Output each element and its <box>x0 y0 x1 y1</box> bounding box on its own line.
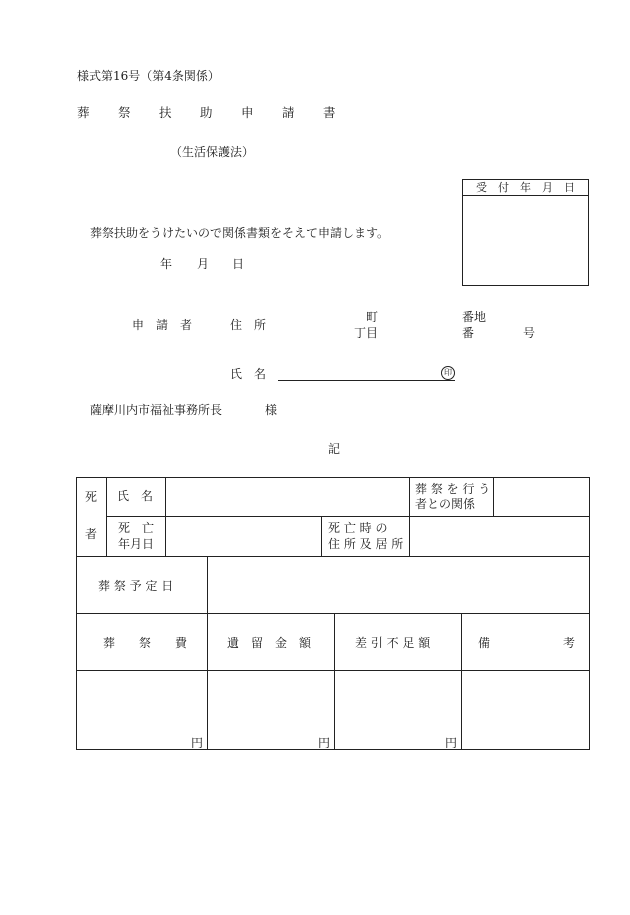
death-date-label-2: 年月日 <box>118 537 155 551</box>
funeral-date-label: 葬 祭 予 定 日 <box>98 579 174 593</box>
address-chome: 丁目 <box>354 326 379 340</box>
form-title <box>77 106 364 120</box>
name-underline[interactable] <box>278 380 455 381</box>
table-vline <box>493 477 494 516</box>
table-hline <box>76 613 590 614</box>
yen-unit: 円 <box>445 736 458 750</box>
deceased-label-2: 者 <box>85 527 98 541</box>
title-char: 扶 <box>159 105 172 120</box>
addressee: 薩摩川内市福祉事務所長 <box>90 403 223 417</box>
deceased-name-label: 氏 名 <box>117 489 154 503</box>
table-vline <box>321 516 322 556</box>
table-vline <box>461 613 462 750</box>
address-banchi: 番地 <box>462 310 487 324</box>
remarks-label: 備 <box>478 636 491 650</box>
relation-label-1: 葬 祭 を 行 う <box>415 482 491 496</box>
title-char: 請 <box>282 105 295 120</box>
address-ban: 番 <box>462 326 475 340</box>
table-vline <box>165 477 166 556</box>
shortfall-label: 差 引 不 足 額 <box>355 636 431 650</box>
table-hline <box>76 556 590 557</box>
application-statement: 葬祭扶助をうけたいので関係書類をそえて申請します。 <box>90 226 390 240</box>
title-char: 祭 <box>118 105 131 120</box>
relation-label-2: 者との関係 <box>415 497 476 511</box>
death-date-field[interactable] <box>167 518 319 554</box>
deceased-label-1: 死 <box>85 490 98 504</box>
address-cho: 町 <box>366 310 379 324</box>
address-label: 住 所 <box>230 318 267 332</box>
address-at-death-label-2: 住 所 及 居 所 <box>328 537 404 551</box>
address-at-death-field[interactable] <box>411 518 588 554</box>
remarks-field[interactable] <box>463 672 588 748</box>
title-char: 申 <box>241 105 254 120</box>
table-vline <box>409 477 410 516</box>
yen-unit: 円 <box>191 736 204 750</box>
yen-unit: 円 <box>318 736 331 750</box>
honorific: 様 <box>265 403 278 417</box>
estate-amount-field[interactable] <box>209 672 332 748</box>
title-char: 葬 <box>77 105 90 120</box>
ki-label: 記 <box>328 442 341 456</box>
table-vline <box>106 477 107 556</box>
remarks-label-end: 考 <box>563 636 576 650</box>
death-date-label-1: 死 亡 <box>118 521 155 535</box>
estate-amount-label: 遺 留 金 額 <box>227 636 312 650</box>
shortfall-field[interactable] <box>336 672 459 748</box>
deceased-name-field[interactable] <box>167 479 407 514</box>
seal-mark: 印 <box>441 366 455 380</box>
date-year[interactable]: 年 <box>160 257 173 271</box>
date-day[interactable]: 日 <box>232 257 245 271</box>
table-hline <box>76 670 590 671</box>
funeral-cost-field[interactable] <box>78 672 205 748</box>
table-vline <box>207 556 208 750</box>
date-month[interactable]: 月 <box>197 257 210 271</box>
table-vline <box>409 516 410 556</box>
applicant-label: 申 請 者 <box>132 318 193 332</box>
law-name: （生活保護法） <box>170 145 255 159</box>
receipt-divider <box>462 195 589 196</box>
address-at-death-label-1: 死 亡 時 の <box>328 521 388 535</box>
title-char: 助 <box>200 105 213 120</box>
relation-field[interactable] <box>495 479 588 514</box>
table-vline <box>334 613 335 750</box>
name-label: 氏 名 <box>230 367 267 381</box>
table-hline <box>106 516 590 517</box>
funeral-cost-label: 葬 祭 費 <box>103 636 188 650</box>
receipt-label: 受 付 年 月 日 <box>476 181 575 194</box>
funeral-date-field[interactable] <box>209 558 588 611</box>
form-number: 様式第16号（第4条関係） <box>77 69 220 83</box>
address-go: 号 <box>523 326 536 340</box>
title-char: 書 <box>323 105 336 120</box>
